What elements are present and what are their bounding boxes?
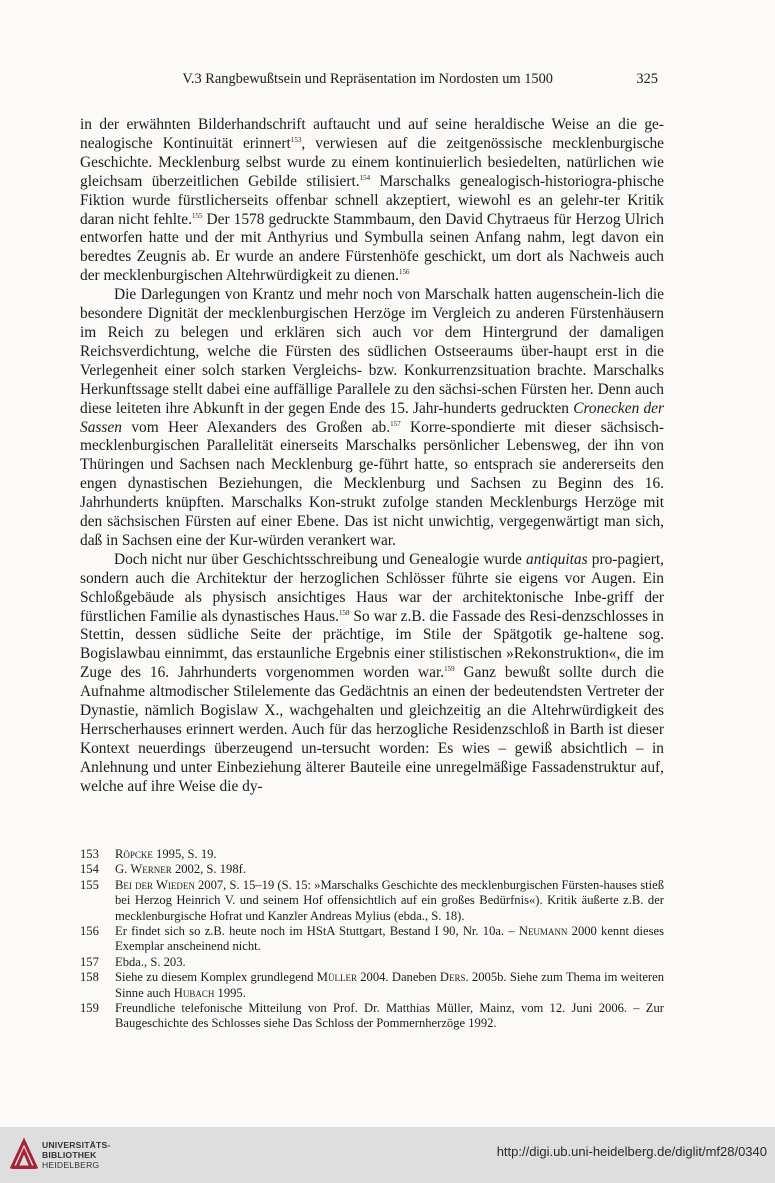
author-name: Ders: [439, 970, 466, 985]
footnote-ref[interactable]: 154: [359, 173, 371, 182]
footnote-text: 2000 kennt dieses Exemplar anscheinend nicht.: [115, 924, 665, 954]
footnote-ref[interactable]: 155: [191, 211, 203, 220]
footnote-number: 159: [80, 1001, 99, 1016]
author-name: Müller: [316, 970, 357, 985]
text-run: So war z.B. die Fassade des Resi-denzschlosses in Stettin, dessen südliche Seite der prächtige, im Stile der Spätgotik ge-haltene sog. Bogislawbau einnimmt, das erstaunliche Ergebnis einer stilistischen »Rekonstruktion«, die im Zuge des 16. Jahrhunderts vorgenommen worden war.: [80, 607, 664, 682]
footnote-number: 155: [80, 877, 99, 892]
footnote-number: 156: [80, 924, 99, 939]
footnote-text: 1995.: [214, 985, 246, 1000]
footnote: [80, 1001, 664, 1032]
italic-term: antiquitas: [526, 550, 588, 568]
footnote: [80, 862, 664, 877]
italic-title: Cronecken der Sassen: [80, 399, 664, 436]
footnote: [80, 878, 664, 924]
footnote-text: 2004. Daneben: [356, 970, 440, 985]
logo-line: HEIDELBERG: [42, 1160, 100, 1170]
footnote-text: Siehe zu diesem Komplex grundlegend: [115, 970, 317, 985]
footnote-number: 154: [80, 862, 99, 877]
footnote: [80, 847, 664, 862]
footnote-number: 157: [80, 954, 99, 969]
paragraph-3: [80, 551, 664, 797]
footnote: [80, 955, 664, 970]
text-run: pro-pagiert, sondern auch die Architektur der herzoglichen Schlösser führte sie eigens vor Augen. Ein Schloßgebäude als physisch ansichtiges Haus war der architektonische Inbe-griff der fürstlichen Familie als dynastisches Haus.: [80, 550, 664, 625]
main-text: [80, 116, 664, 797]
footnote-text: Er findet sich so z.B. heute noch im HStA Stuttgart, Bestand I 90, Nr. 10a. –: [115, 924, 519, 939]
logo-line: BIBLIOTHEK: [42, 1150, 97, 1160]
footnote-text: 1995, S. 19.: [152, 847, 217, 861]
author-name: Bei der Wieden: [115, 877, 195, 892]
footnote-number: 153: [80, 847, 99, 861]
paragraph-1: [80, 116, 664, 286]
text-run: Ganz bewußt sollte durch die Aufnahme altmodischer Stilelemente das Gedächtnis an einen der bedeutendsten Vertreter der Dynastie, nämlich Bogislaw X., wachgehalten und gleichzeitig an die Altehrwürdigkeit des Herrscherhauses erinnert werden. Auch für das herzogliche Residenzschloß in Barth ist dieser Kontext neuerdings überzeugend un-tersucht worden: Es wies – gewiß absichtlich – in Anlehnung und unter Einbeziehung älterer Bauteile eine unregelmäßige Fassadenstruktur auf, welche auf ihre Weise die dy-: [80, 664, 664, 795]
library-name: [42, 1140, 111, 1170]
page-number: 325: [636, 71, 658, 87]
text-run: Der 1578 gedruckte Stammbaum, den David Chytraeus für Herzog Ulrich entworfen hatte und der mit Anthyrius und Symbulla seinen Anfang nahm, legt davon ein beredtes Zeugnis ab. Er wurde an andere Fürstenhöfe geschickt, um dort als Nachweis auch der mecklenburgischen Altehrwürdigkeit zu dienen.: [80, 210, 664, 285]
library-logo-icon: [10, 1137, 38, 1171]
paragraph-2: [80, 286, 664, 551]
footnote: [80, 970, 664, 1001]
footnote-ref[interactable]: 156: [398, 268, 410, 277]
text-run: Die Darlegungen von Krantz und mehr noch von Marschalk hatten augenschein-lich die besondere Dignität der mecklenburgischen Herzöge im Vergleich zu anderen Fürstenhäusern im Reich zu belegen und erklären sich auch vor dem Hintergrund der damaligen Reichsverdichtung, welche die Fürsten des südlichen Ostseeraums über-haupt erst in die Verlegenheit einer solch starken Vergleichs- bzw. Konkurrenzsituation brachte. Marschalks Herkunftssage stellt dabei eine auffällige Parallele zu den sächsi-schen Fürsten her. Denn auch diese leiteten ihre Abkunft in der gegen Ende des 15. Jahr-hunderts gedruckten: [80, 286, 664, 417]
footnote-text: 2002, S. 198f.: [171, 862, 246, 877]
page-header: [80, 68, 658, 90]
author-name: Neumann: [518, 924, 568, 939]
footnote-text: G.: [115, 862, 131, 877]
logo-line: UNIVERSITÄTS-: [42, 1140, 111, 1150]
footnote-number: 158: [80, 970, 99, 985]
text-run: in der erwähnten Bilderhandschrift auftaucht und auf seine heraldische Weise an die ge-nealogische Kontinuität erinnert: [80, 116, 664, 152]
footnote-ref[interactable]: 159: [444, 665, 455, 674]
footnote-text: . 2005b. Siehe zum Thema im weiteren Sinne auch: [115, 970, 664, 1000]
footnote-ref[interactable]: 158: [338, 608, 350, 617]
library-logo[interactable]: [10, 1133, 150, 1177]
footnote-ref[interactable]: 153: [290, 135, 302, 144]
running-head: V.3 Rangbewußtsein und Repräsentation im Nordosten um 1500: [182, 71, 553, 87]
footnote-text: Ebda., S. 203.: [115, 954, 186, 969]
author-name: Röpcke: [115, 847, 153, 861]
viewer-footer-bar: [0, 1127, 775, 1183]
footnote-ref[interactable]: 157: [390, 419, 401, 428]
footnote: [80, 924, 664, 955]
text-run: , verwiesen auf die zeitgenössische mecklenburgische Geschichte. Mecklenburg selbst wurde zu einem kontinuierlich besiedelten, natürlichen wie gleichsam überzeitlichen Gebilde stilisiert.: [80, 134, 664, 190]
author-name: Hubach: [173, 985, 215, 1000]
footnotes: [80, 847, 664, 1032]
author-name: Werner: [130, 862, 172, 877]
permalink-url[interactable]: http://digi.ub.uni-heidelberg.de/diglit/mf28/0340: [496, 1144, 767, 1159]
footnote-text: Freundliche telefonische Mitteilung von Prof. Dr. Matthias Müller, Mainz, vom 12. Juni 2006. – Zur Baugeschichte des Schlosses siehe Das Schloss der Pommernherzöge 1992.: [115, 1001, 664, 1031]
text-run: Doch nicht nur über Geschichtsschreibung und Genealogie wurde: [114, 550, 527, 568]
text-run: Marschalks genealogisch-historiogra-phische Fiktion wurde fürstlicherseits offenbar schnell akzeptiert, wiewohl es an gelehr-ter Kritik daran nicht fehlte.: [80, 172, 665, 228]
footnote-text: 2007, S. 15–19 (S. 15: »Marschalks Geschichte des mecklenburgischen Fürsten-hauses stieß bei Herzog Heinrich V. und seinem Hof offensichtlich auf ein großes Bedürfnis«). Kritik äußerte z.B. der mecklenburgische Hofrat und Kanzler Andreas Mylius (ebda., S. 18).: [115, 877, 664, 923]
text-run: Korre-spondierte mit dieser sächsisch-mecklenburgischen Parallelität einerseits Marschalks persönlicher Lebensweg, der ihn von Thüringen und Sachsen nach Mecklenburg ge-führt hatte, so entsprach sie andererseits den engen dynastischen Beziehungen, die Mecklenburg und Sachsen zu Beginn des 16. Jahrhunderts knüpften. Marschalks Kon-strukt zufolge standen Mecklenburgs Herzöge mit den sächsischen Fürsten auf einer Ebene. Das ist nicht unwichtig, vergegenwärtigt man sich, daß in Sachsen eine der Kur-würden verankert war.: [80, 418, 664, 549]
text-run: vom Heer Alexanders des Großen ab.: [121, 418, 391, 436]
